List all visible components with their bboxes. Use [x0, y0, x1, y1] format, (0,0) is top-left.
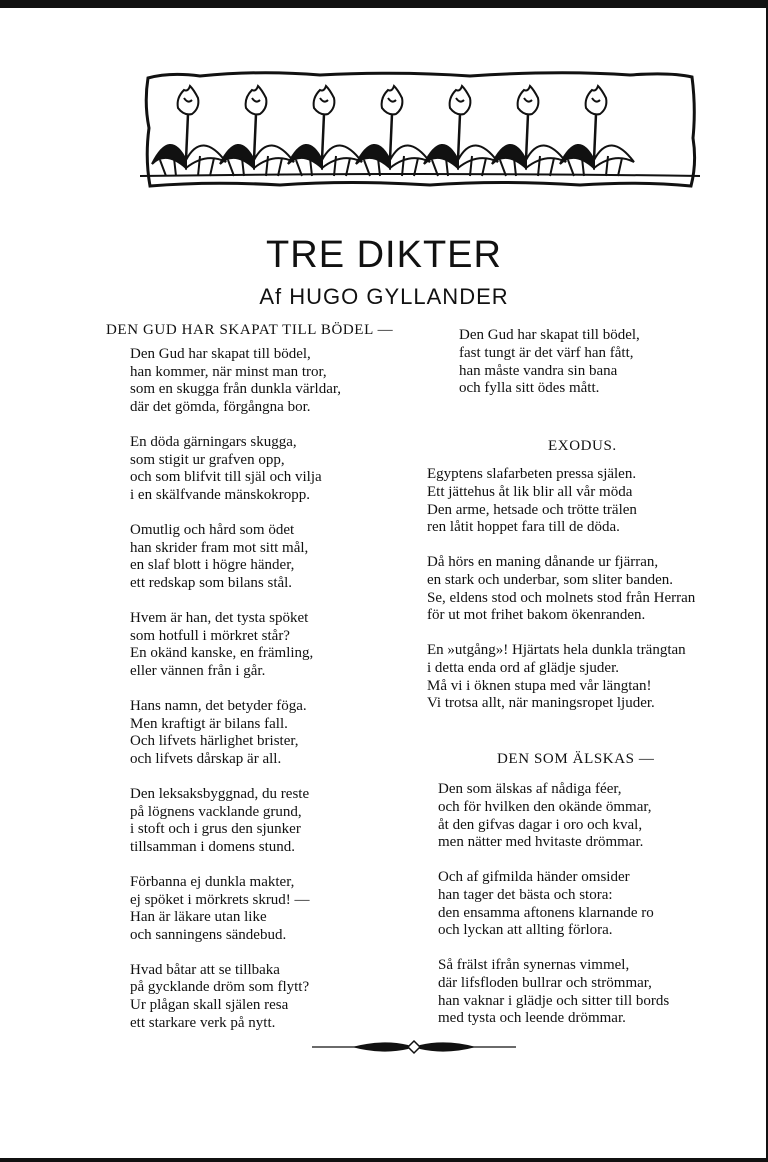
poem-heading-den-som-alskas: DEN SOM ÄLSKAS —: [497, 751, 655, 767]
verse-line: och för hvilken den okände ömmar,: [438, 798, 652, 815]
verse-line: Hvem är han, det tysta spöket: [130, 609, 309, 626]
verse-line: tillsamman i domens stund.: [130, 839, 295, 856]
verse-line: Så frälst ifrån synernas vimmel,: [438, 956, 630, 973]
verse-line: som en skugga från dunkla världar,: [130, 381, 342, 398]
verse-line: eller vännen från i går.: [130, 663, 266, 680]
verse-line: Förbanna ej dunkla makter,: [130, 873, 295, 890]
stanza: [130, 962, 416, 1033]
verse-line: ej spöket i mörkrets skrud! —: [130, 891, 310, 908]
verse-line: Då hörs en maning dånande ur fjärran,: [427, 553, 659, 570]
stanza: [130, 610, 416, 681]
verse-line: på gycklande dröm som flytt?: [130, 979, 310, 996]
verse-line: Och lifvets härlighet brister,: [130, 733, 299, 750]
verse-line: Den Gud har skapat till bödel,: [130, 345, 311, 362]
author-byline: Af HUGO GYLLANDER: [259, 284, 509, 309]
poem-den-som-alskas: [438, 781, 738, 1045]
stanza: [130, 786, 416, 857]
verse-line: och lyckan att allting förlora.: [438, 922, 613, 939]
verse-line: ren låtit hoppet fara till de döda.: [427, 519, 620, 536]
verse-line: han kommer, när minst man tror,: [130, 363, 327, 380]
poem-heading-exodus: EXODUS.: [548, 438, 617, 454]
verse-line: och fylla sitt ödes mått.: [459, 380, 600, 397]
verse-line: Hvad båtar att se tillbaka: [130, 961, 280, 978]
verse-line: som stigit ur grafven opp,: [130, 451, 285, 468]
stanza: [438, 869, 738, 940]
verse-line: Se, eldens stod och molnets stod från Herran: [427, 589, 696, 606]
stanza: [427, 554, 747, 625]
verse-line: Den arme, hetsade och trötte trälen: [427, 501, 637, 518]
verse-line: han vaknar i glädje och sitter till bords: [438, 992, 670, 1009]
verse-line: Den som älskas af nådiga féer,: [438, 781, 622, 797]
verse-line: En döda gärningars skugga,: [130, 433, 297, 450]
page-title: TRE DIKTER: [266, 234, 502, 276]
verse-line: Den leksaksbyggnad, du reste: [130, 785, 310, 802]
verse-line: som hotfull i mörkret står?: [130, 627, 290, 644]
verse-line: han tager det bästa och stora:: [438, 886, 613, 903]
verse-line: Hans namn, det betyder föga.: [130, 697, 307, 714]
verse-line: ett redskap som bilans stål.: [130, 575, 293, 592]
verse-line: Egyptens slafarbeten pressa själen.: [427, 466, 637, 482]
verse-line: för ut mot frihet bakom ökenranden.: [427, 607, 646, 624]
verse-line: Ur plågan skall själen resa: [130, 997, 289, 1014]
stanza: [427, 642, 747, 713]
stanza: [130, 698, 416, 769]
stanza: [130, 874, 416, 945]
stanza: [438, 781, 738, 852]
verse-line: i detta enda ord af glädje sjuder.: [427, 659, 620, 676]
verse-line: Han är läkare utan like: [130, 909, 267, 926]
verse-line: en slaf blott i högre händer,: [130, 557, 295, 574]
verse-line: Ett jättehus åt lik blir all vår möda: [427, 483, 633, 500]
verse-line: Omutlig och hård som ödet: [130, 521, 295, 538]
stanza: [427, 466, 747, 537]
verse-line: Den Gud har skapat till bödel,: [459, 327, 640, 343]
verse-line: Vi trotsa allt, när maningsropet ljuder.: [427, 695, 655, 712]
verse-line: En okänd kanske, en främling,: [130, 645, 314, 662]
verse-line: den ensamma aftonens klarnande ro: [438, 904, 654, 921]
poem-heading-gud-bodel: DEN GUD HAR SKAPAT TILL BÖDEL —: [106, 322, 394, 338]
verse-line: men nätter med hvitaste drömmar.: [438, 834, 644, 851]
verse-line: på lögnens vacklande grund,: [130, 803, 302, 820]
verse-line: en stark och underbar, som sliter banden.: [427, 571, 673, 588]
poem-exodus: [427, 466, 747, 730]
verse-line: han skrider fram mot sitt mål,: [130, 539, 309, 556]
scan-edge-bottom: [0, 1158, 768, 1162]
verse-line: och som blifvit till själ och vilja: [130, 469, 322, 486]
verse-line: och sanningens sändebud.: [130, 927, 287, 944]
verse-line: ett starkare verk på nytt.: [130, 1015, 276, 1032]
scan-edge-top: [0, 0, 768, 8]
verse-line: i stoft och i grus den sjunker: [130, 821, 301, 838]
verse-line: där det gömda, förgångna bor.: [130, 399, 311, 416]
stanza: [130, 522, 416, 593]
stanza: [130, 346, 416, 417]
poem-gud-bodel-final-stanza: [459, 327, 719, 398]
stanza: [130, 434, 416, 505]
stanza: [438, 957, 738, 1028]
verse-line: Men kraftigt är bilans fall.: [130, 715, 288, 732]
tulip-banner-ornament: [140, 68, 700, 192]
verse-line: Och af gifmilda händer omsider: [438, 868, 630, 885]
verse-line: med tysta och leende drömmar.: [438, 1010, 626, 1027]
verse-line: Må vi i öknen stupa med vår längtan!: [427, 677, 652, 694]
verse-line: i en skälfvande mänskokropp.: [130, 487, 310, 504]
verse-line: han måste vandra sin bana: [459, 362, 618, 379]
verse-line: och lifvets dårskap är all.: [130, 751, 282, 768]
verse-line: fast tungt är det värf han fått,: [459, 344, 634, 361]
end-ornament: [312, 1036, 516, 1058]
verse-line: åt den gifvas dagar i oro och kval,: [438, 816, 643, 833]
verse-line: En »utgång»! Hjärtats hela dunkla trängtan: [427, 641, 686, 658]
verse-line: där lifsfloden bullrar och strömmar,: [438, 974, 652, 991]
poem-gud-bodel-left: [106, 322, 416, 1050]
